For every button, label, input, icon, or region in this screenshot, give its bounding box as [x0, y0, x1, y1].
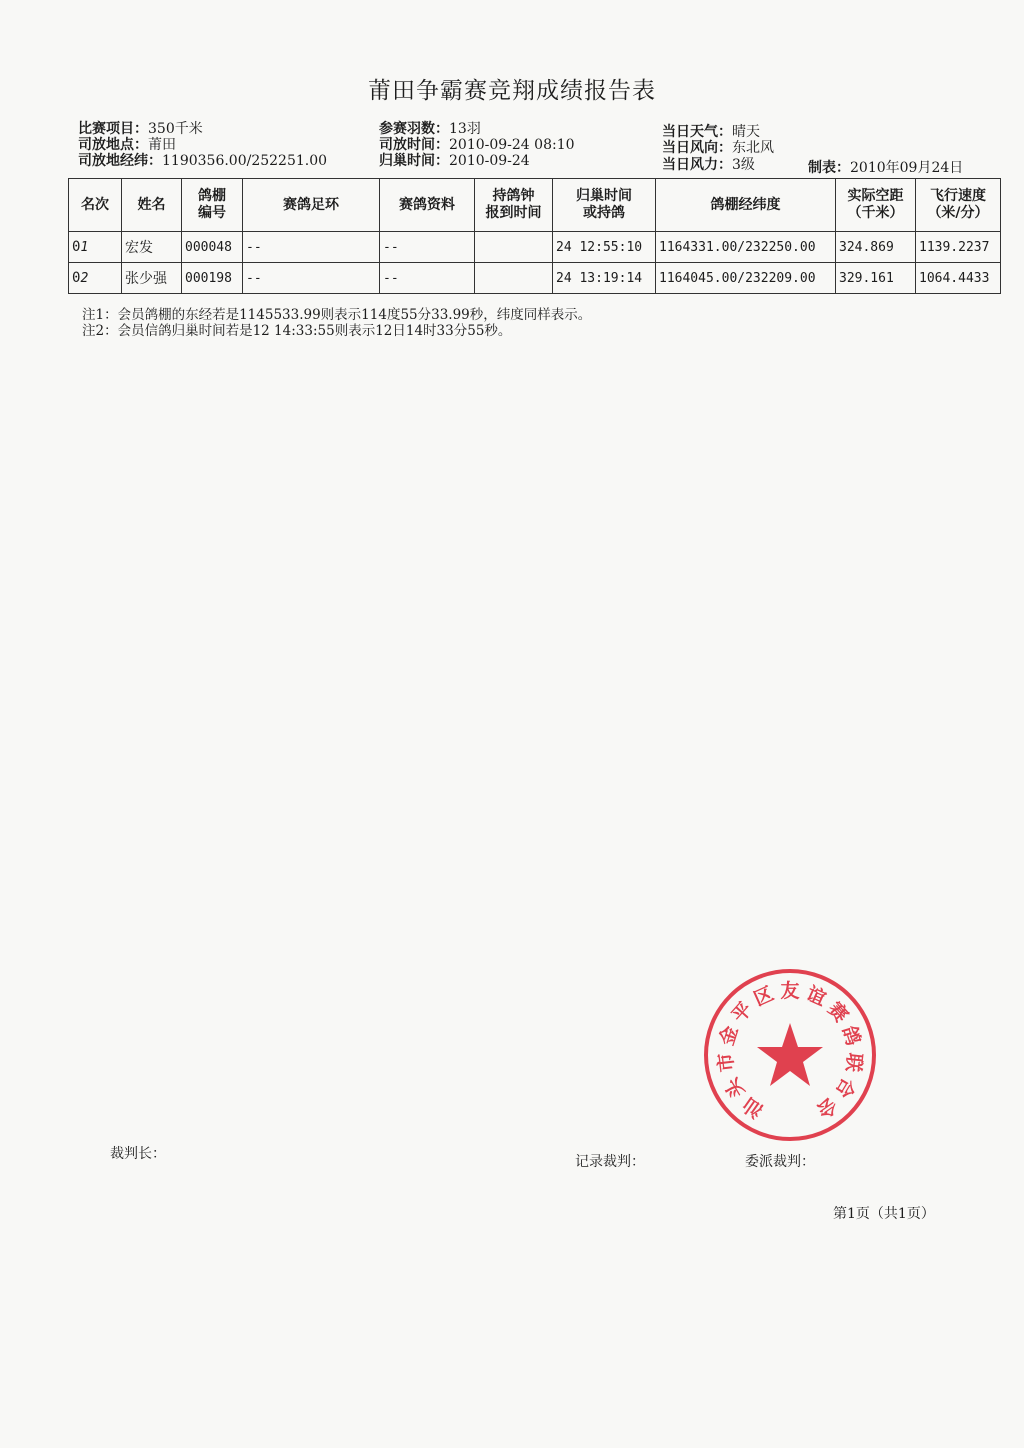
event-value: 350千米: [148, 121, 203, 137]
header-loft-no-line1: 鸽棚: [198, 188, 226, 204]
header-coords: 鸽棚经纬度: [656, 179, 836, 232]
release-place-label: 司放地点：: [78, 137, 148, 153]
header-loft-no: [182, 179, 243, 232]
header-pigeon-info: 赛鸽资料: [380, 179, 475, 232]
header-ring: 赛鸽足环: [243, 179, 380, 232]
header-arrival: [553, 179, 656, 232]
release-place-value: 莆田: [148, 137, 176, 153]
clock-cell: [475, 232, 553, 263]
seal-char: 会: [812, 1092, 841, 1122]
distance-cell: 324.869: [836, 232, 916, 263]
speed-cell: 1139.2237: [916, 232, 1001, 263]
wind-dir-value: 东北风: [732, 140, 774, 156]
made-date-label: 制表：: [808, 160, 850, 176]
seal-char: 金: [715, 1023, 743, 1049]
wind-force-value: 3级: [732, 157, 755, 173]
record-judge-label: 记录裁判：: [575, 1154, 645, 1170]
report-title: 莆田争霸赛竞翔成绩报告表: [368, 78, 656, 104]
clock-cell: [475, 263, 553, 294]
info-release-time: [379, 137, 575, 153]
ring-cell: --: [243, 263, 380, 294]
release-coords-label: 司放地经纬：: [78, 153, 162, 169]
header-name: 姓名: [122, 179, 182, 232]
wind-force-label: 当日风力：: [662, 157, 732, 173]
release-time-label: 司放时间：: [379, 137, 449, 153]
entries-label: 参赛羽数：: [379, 121, 449, 137]
seal-char: 联: [841, 1051, 866, 1074]
ring-cell: --: [243, 232, 380, 263]
return-time-label: 归巢时间：: [379, 153, 449, 169]
entries-value: 13羽: [449, 121, 481, 137]
rank-cell: [69, 232, 122, 263]
seal-star-icon: [757, 1023, 823, 1086]
return-time-value: 2010-09-24: [449, 153, 530, 169]
wind-dir-label: 当日风向：: [662, 140, 732, 156]
made-date-value: 2010年09月24日: [850, 160, 964, 176]
rank-handwritten: 1: [80, 240, 89, 255]
note-2: 注2：会员信鸽归巢时间若是12 14:33:55则表示12日14时33分55秒。: [82, 323, 512, 339]
name-cell: 张少强: [122, 263, 182, 294]
distance-cell: 329.161: [836, 263, 916, 294]
info-release-coords: [78, 153, 327, 169]
info-weather: [662, 124, 760, 140]
seal-char: 头: [720, 1074, 750, 1102]
header-clock-line1: 持鸽钟: [492, 188, 535, 204]
seal-char: 鸽: [837, 1023, 865, 1049]
pigeon-info-cell: --: [380, 232, 475, 263]
loft-no-cell: 000048: [182, 232, 243, 263]
header-distance-line1: 实际空距: [847, 188, 904, 204]
weather-label: 当日天气：: [662, 124, 732, 140]
header-loft-no-line2: 编号: [198, 205, 226, 221]
note-1: 注1：会员鸽棚的东经若是1145533.99则表示114度55分33.99秒，纬度同样表示。: [82, 307, 592, 323]
arrival-cell: 24 13:19:14: [553, 263, 656, 294]
header-speed: [916, 179, 1001, 232]
table-header-row: [69, 179, 1001, 232]
info-return-time: [379, 153, 530, 169]
assigned-judge-label: 委派裁判：: [745, 1154, 815, 1170]
chief-judge-label: 裁判长：: [110, 1146, 166, 1162]
table-row: [69, 232, 1001, 263]
name-cell: 宏发: [122, 232, 182, 263]
official-seal: [700, 965, 880, 1145]
info-release-place: [78, 137, 176, 153]
release-time-value: 2010-09-24 08:10: [449, 137, 575, 153]
event-label: 比赛项目：: [78, 121, 148, 137]
rank-prefix: 0: [72, 270, 81, 286]
seal-char: 市: [714, 1051, 739, 1074]
speed-cell: 1064.4433: [916, 263, 1001, 294]
coords-cell: 1164045.00/232209.00: [656, 263, 836, 294]
info-wind-force: [662, 157, 755, 173]
info-entries: [379, 121, 481, 137]
seal-char: 谊: [803, 982, 830, 1011]
rank-cell: [69, 263, 122, 294]
header-clock-line2: 报到时间: [485, 205, 542, 221]
rank-handwritten: 2: [80, 271, 89, 286]
header-clock: [475, 179, 553, 232]
seal-char: 友: [780, 980, 800, 1002]
release-coords-value: 1190356.00/252251.00: [162, 153, 328, 169]
header-rank: 名次: [69, 179, 122, 232]
header-arrival-line1: 归巢时间: [576, 188, 632, 204]
info-wind-dir: [662, 140, 774, 156]
table-row: [69, 263, 1001, 294]
seal-char: 平: [727, 998, 757, 1027]
seal-char: 区: [750, 982, 777, 1011]
seal-char: 赛: [823, 998, 853, 1027]
coords-cell: 1164331.00/232250.00: [656, 232, 836, 263]
loft-no-cell: 000198: [182, 263, 243, 294]
header-speed-line1: 飞行速度: [930, 188, 986, 204]
header-arrival-line2: 或持鸽: [583, 205, 625, 221]
header-distance: [836, 179, 916, 232]
seal-char: 汕: [739, 1092, 768, 1122]
weather-value: 晴天: [732, 124, 760, 140]
results-table: [68, 178, 1001, 294]
info-made-date: [808, 160, 963, 176]
page-footer: 第1页（共1页）: [833, 1206, 935, 1222]
info-event: [78, 121, 203, 137]
arrival-cell: 24 12:55:10: [553, 232, 656, 263]
header-speed-line2: （米/分）: [927, 205, 989, 221]
header-distance-line2: （千米）: [847, 205, 904, 221]
rank-prefix: 0: [72, 239, 81, 255]
seal-char: 合: [830, 1074, 860, 1102]
pigeon-info-cell: --: [380, 263, 475, 294]
